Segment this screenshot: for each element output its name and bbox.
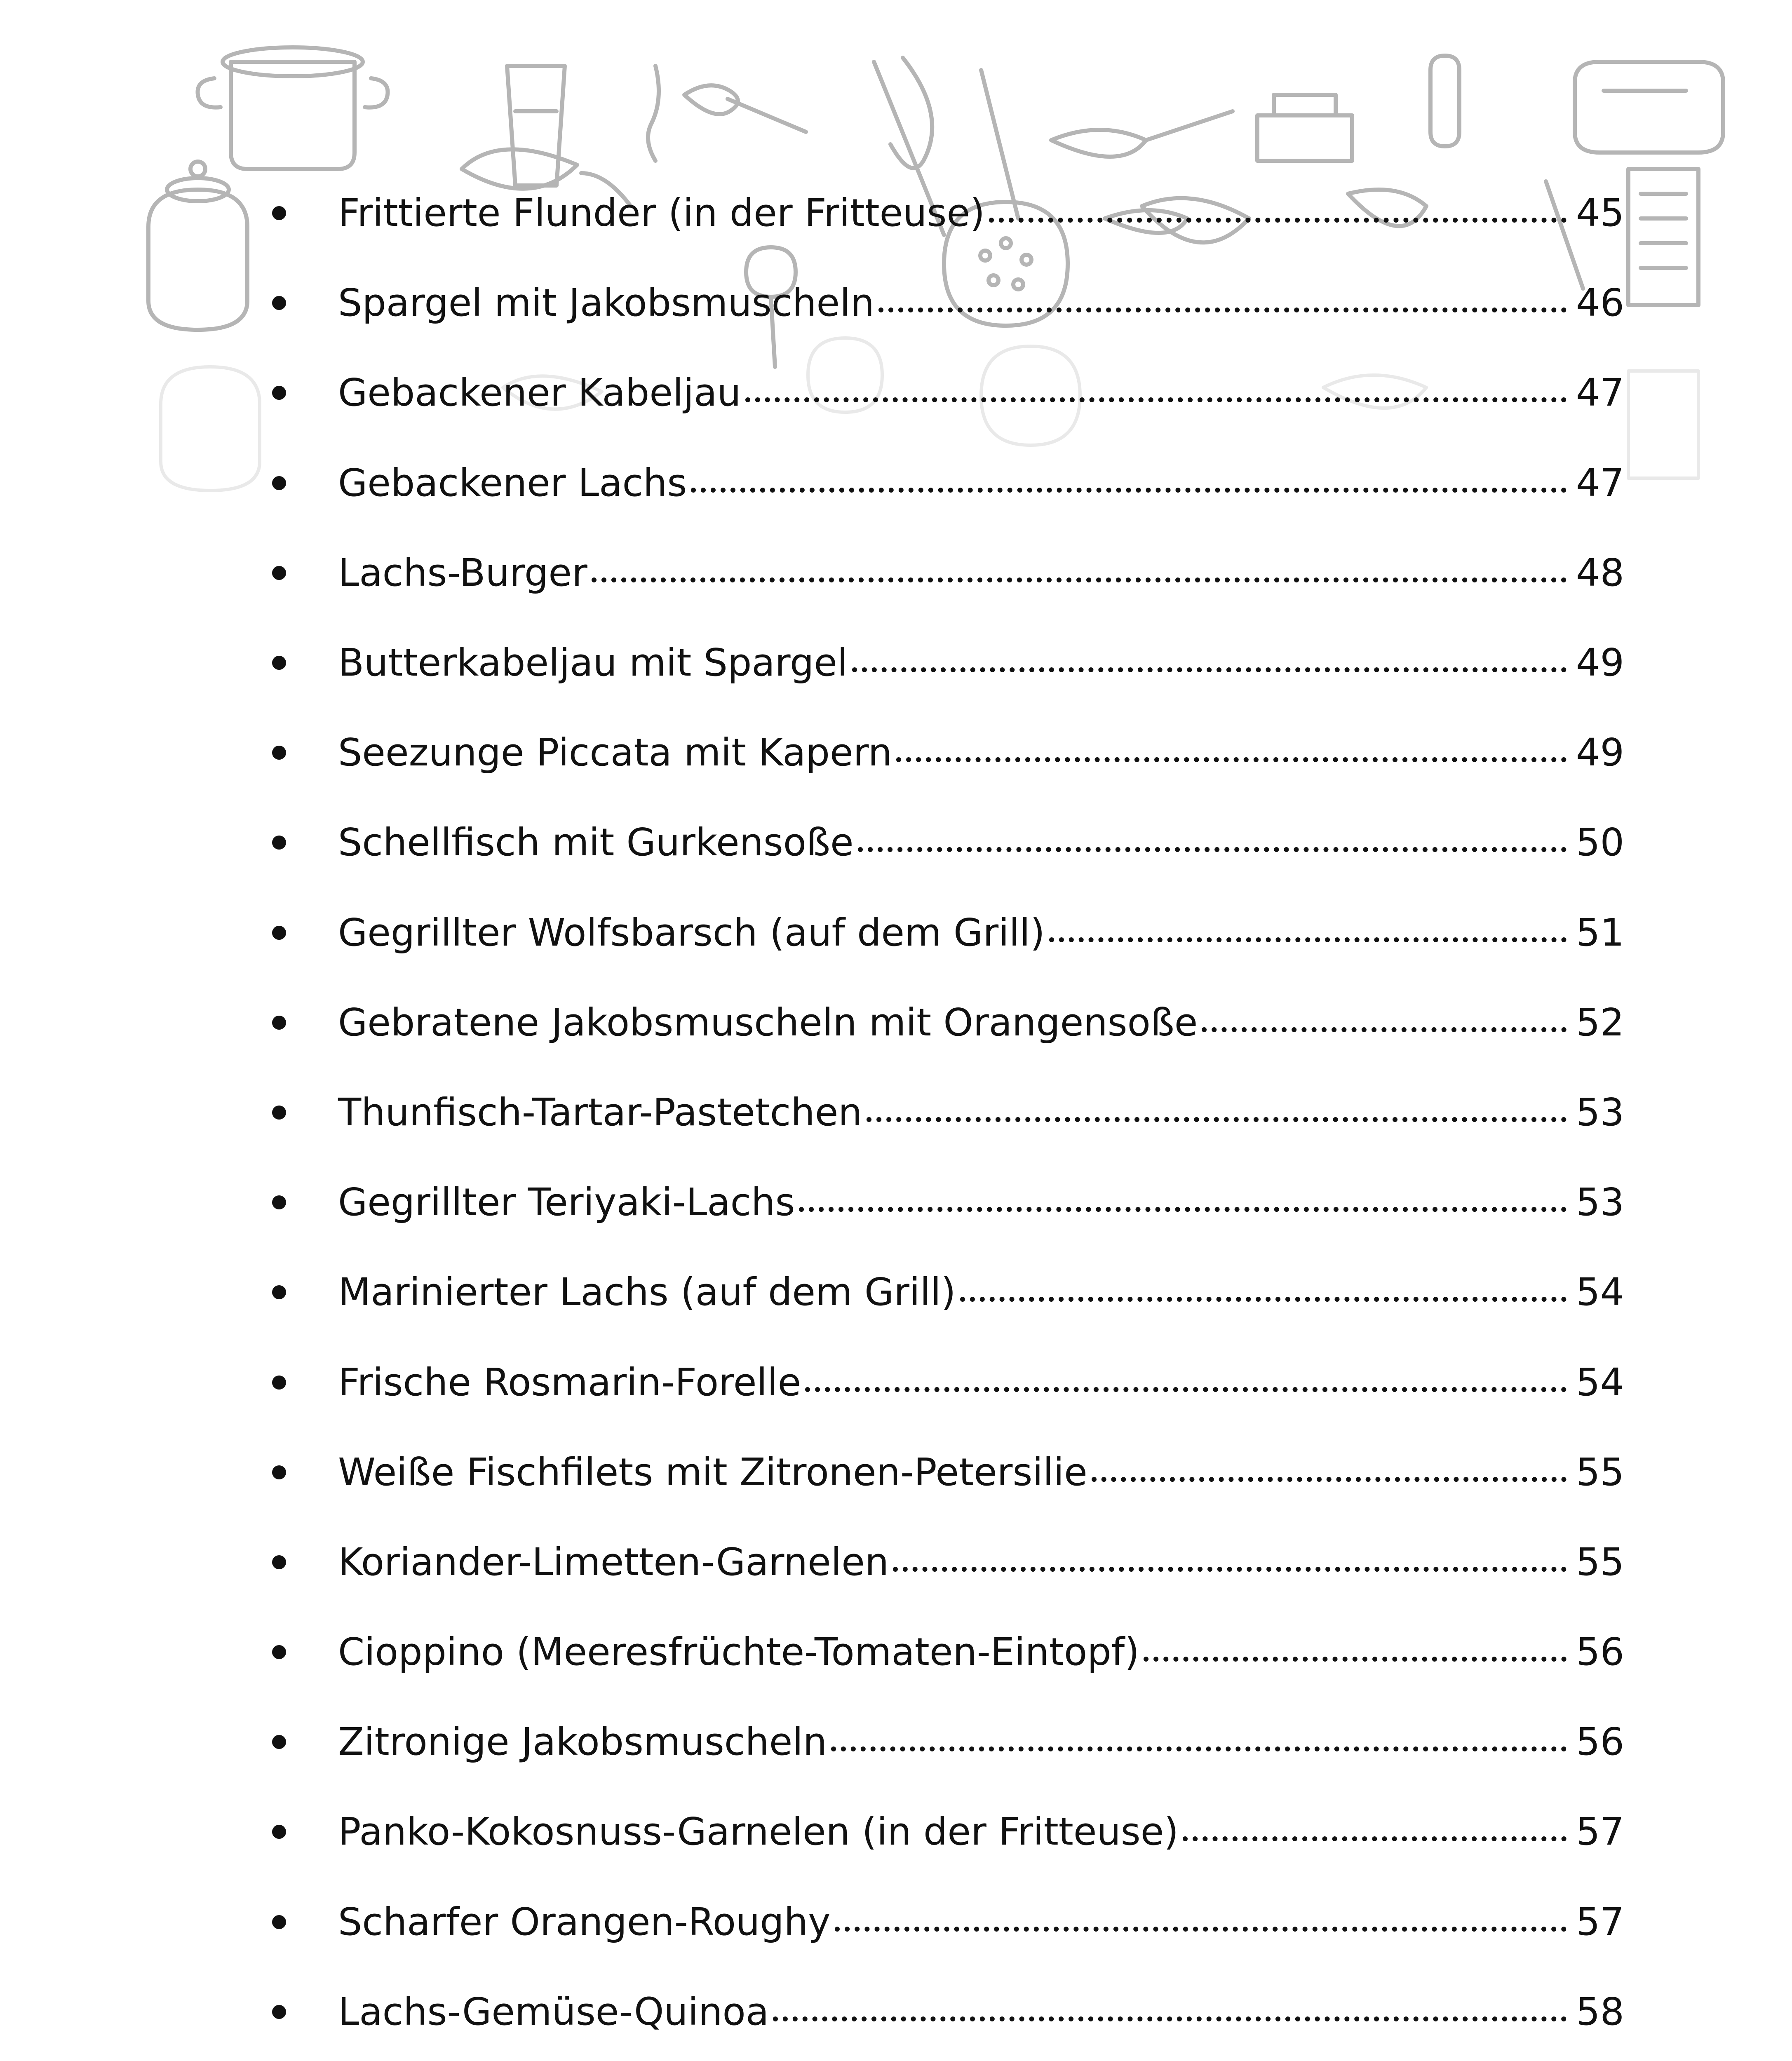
dotted-leader <box>896 757 1567 762</box>
bullet-icon <box>272 1195 286 1209</box>
bullet-icon <box>272 836 286 850</box>
bullet-icon <box>272 656 286 670</box>
dotted-leader <box>858 847 1567 852</box>
dotted-leader <box>989 218 1567 223</box>
toc-entry-title: Lachs-Burger <box>338 550 587 595</box>
dotted-leader <box>691 488 1567 493</box>
toc-entry-page: 52 <box>1576 1000 1624 1045</box>
toc-entry-title: Scharfer Orangen-Roughy <box>338 1899 831 1944</box>
dotted-leader <box>745 397 1567 402</box>
dotted-leader <box>1202 1027 1567 1032</box>
toc-entry-title: Spargel mit Jakobsmuscheln <box>338 281 875 325</box>
toc-entry[interactable] <box>272 348 1624 438</box>
bullet-icon <box>272 1106 286 1120</box>
toc-entry[interactable] <box>272 1517 1624 1607</box>
toc-entry-page: 48 <box>1576 550 1624 595</box>
toc-entry-page: 54 <box>1576 1270 1624 1315</box>
toc-entry-title: Frittierte Flunder (in der Fritteuse) <box>338 191 985 235</box>
toc-entry-text <box>338 371 1624 415</box>
toc-entry-title: Schellfisch mit Gurkensoße <box>338 820 854 865</box>
bullet-icon <box>272 386 286 400</box>
toc-entry-text <box>338 1450 1624 1494</box>
toc-entry-text <box>338 1989 1624 2034</box>
bullet-icon <box>272 566 286 580</box>
toc-entry-page: 53 <box>1576 1090 1624 1134</box>
toc-entry[interactable] <box>272 1877 1624 1967</box>
toc-entry-title: Gegrillter Teriyaki-Lachs <box>338 1180 795 1225</box>
bullet-icon <box>272 476 286 490</box>
bullet-icon <box>272 1465 286 1479</box>
toc-entry-page: 58 <box>1576 1989 1624 2034</box>
toc-entry[interactable] <box>272 1697 1624 1787</box>
toc-entry-page: 55 <box>1576 1450 1624 1494</box>
toc-entry[interactable] <box>272 1068 1624 1157</box>
toc-entry-text <box>338 191 1624 235</box>
toc-entry[interactable] <box>272 1427 1624 1517</box>
toc-entry-title: Gebratene Jakobsmuscheln mit Orangensoße <box>338 1000 1198 1045</box>
toc-entry-title: Lachs-Gemüse-Quinoa <box>338 1989 769 2034</box>
toc-entry-title: Marinierter Lachs (auf dem Grill) <box>338 1270 956 1315</box>
bullet-icon <box>272 1735 286 1749</box>
toc-entry-page: 56 <box>1576 1630 1624 1674</box>
toc-entry-page: 57 <box>1576 1810 1624 1854</box>
toc-entry-title: Panko-Kokosnuss-Garnelen (in der Fritteuse) <box>338 1810 1179 1854</box>
toc-entry-title: Koriander-Limetten-Garnelen <box>338 1540 889 1584</box>
bullet-icon <box>272 206 286 220</box>
dotted-leader <box>1049 937 1567 942</box>
toc-entry-page: 53 <box>1576 1180 1624 1225</box>
toc-entry[interactable] <box>272 1247 1624 1337</box>
bullet-icon <box>272 926 286 940</box>
toc-entry[interactable] <box>272 708 1624 798</box>
toc-entry-title: Thunfisch-Tartar-Pastetchen <box>338 1090 862 1134</box>
toc-entry[interactable] <box>272 258 1624 348</box>
toc-entry-title: Seezunge Piccata mit Kapern <box>338 730 892 775</box>
toc-entry-page: 47 <box>1576 460 1624 505</box>
toc-entry-text <box>338 820 1624 865</box>
toc-entry-text <box>338 1720 1624 1764</box>
bullet-icon <box>272 1825 286 1839</box>
toc-entry-text <box>338 1360 1624 1404</box>
bullet-icon <box>272 2005 286 2019</box>
toc-entry-title: Zitronige Jakobsmuscheln <box>338 1720 827 1764</box>
toc-entry-text <box>338 1810 1624 1854</box>
toc-entry-text <box>338 1899 1624 1944</box>
dotted-leader <box>960 1297 1567 1302</box>
bullet-icon <box>272 1645 286 1659</box>
toc-entry-text <box>338 460 1624 505</box>
toc-entry-title: Frische Rosmarin-Forelle <box>338 1360 801 1404</box>
toc-entry-title: Weiße Fischfilets mit Zitronen-Petersilie <box>338 1450 1087 1494</box>
dotted-leader <box>1183 1836 1567 1841</box>
dotted-leader <box>1144 1657 1567 1662</box>
toc-entry[interactable] <box>272 978 1624 1068</box>
dotted-leader <box>799 1207 1567 1212</box>
toc-entry-title: Gegrillter Wolfsbarsch (auf dem Grill) <box>338 910 1045 955</box>
toc-entry-page: 45 <box>1576 191 1624 235</box>
bullet-icon <box>272 1915 286 1929</box>
toc-entry[interactable] <box>272 1157 1624 1247</box>
toc-entry-page: 49 <box>1576 641 1624 685</box>
toc-entry-page: 51 <box>1576 910 1624 955</box>
toc-entry[interactable] <box>272 1337 1624 1427</box>
toc-entry-text <box>338 1270 1624 1315</box>
toc-entry-page: 49 <box>1576 730 1624 775</box>
toc-entry-page: 46 <box>1576 281 1624 325</box>
toc-entry-page: 55 <box>1576 1540 1624 1584</box>
toc-entry[interactable] <box>272 798 1624 887</box>
dotted-leader <box>1092 1477 1567 1482</box>
dotted-leader <box>592 577 1567 582</box>
toc-entry-text <box>338 1630 1624 1674</box>
toc-entry-text <box>338 550 1624 595</box>
toc-entry[interactable] <box>272 438 1624 528</box>
toc-entry-text <box>338 1000 1624 1045</box>
toc-entry-title: Gebackener Lachs <box>338 460 687 505</box>
bullet-icon <box>272 746 286 760</box>
toc-entry[interactable] <box>272 618 1624 708</box>
bullet-icon <box>272 1555 286 1569</box>
bullet-icon <box>272 1285 286 1299</box>
dotted-leader <box>835 1927 1567 1932</box>
bullet-icon <box>272 1016 286 1030</box>
toc-entry[interactable] <box>272 1967 1624 2057</box>
dotted-leader <box>831 1746 1567 1751</box>
toc-entry-page: 54 <box>1576 1360 1624 1404</box>
toc-entry-text <box>338 730 1624 775</box>
dotted-leader <box>773 2016 1567 2021</box>
toc-entry-text <box>338 1540 1624 1584</box>
toc-entry[interactable] <box>272 528 1624 618</box>
dotted-leader <box>867 1117 1567 1122</box>
toc-entry-title: Cioppino (Meeresfrüchte-Tomaten-Eintopf) <box>338 1630 1139 1674</box>
toc-entry-text <box>338 910 1624 955</box>
toc-entry-page: 57 <box>1576 1899 1624 1944</box>
bullet-icon <box>272 296 286 310</box>
toc-entry-text <box>338 281 1624 325</box>
dotted-leader <box>805 1387 1567 1392</box>
toc-entry[interactable] <box>272 888 1624 978</box>
table-of-contents <box>272 168 1624 2061</box>
toc-entry-title: Gebackener Kabeljau <box>338 371 741 415</box>
toc-entry[interactable] <box>272 1607 1624 1697</box>
dotted-leader <box>893 1567 1567 1572</box>
dotted-leader <box>852 667 1567 672</box>
toc-entry-page: 50 <box>1576 820 1624 865</box>
toc-entry[interactable] <box>272 168 1624 258</box>
toc-entry[interactable] <box>272 1787 1624 1877</box>
bullet-icon <box>272 1376 286 1390</box>
dotted-leader <box>878 308 1567 312</box>
toc-entry-text <box>338 1180 1624 1225</box>
toc-entry-title: Butterkabeljau mit Spargel <box>338 641 848 685</box>
toc-entry-page: 47 <box>1576 371 1624 415</box>
toc-entry[interactable] <box>272 2057 1624 2061</box>
toc-entry-text <box>338 641 1624 685</box>
toc-entry-text <box>338 1090 1624 1134</box>
toc-entry-page: 56 <box>1576 1720 1624 1764</box>
